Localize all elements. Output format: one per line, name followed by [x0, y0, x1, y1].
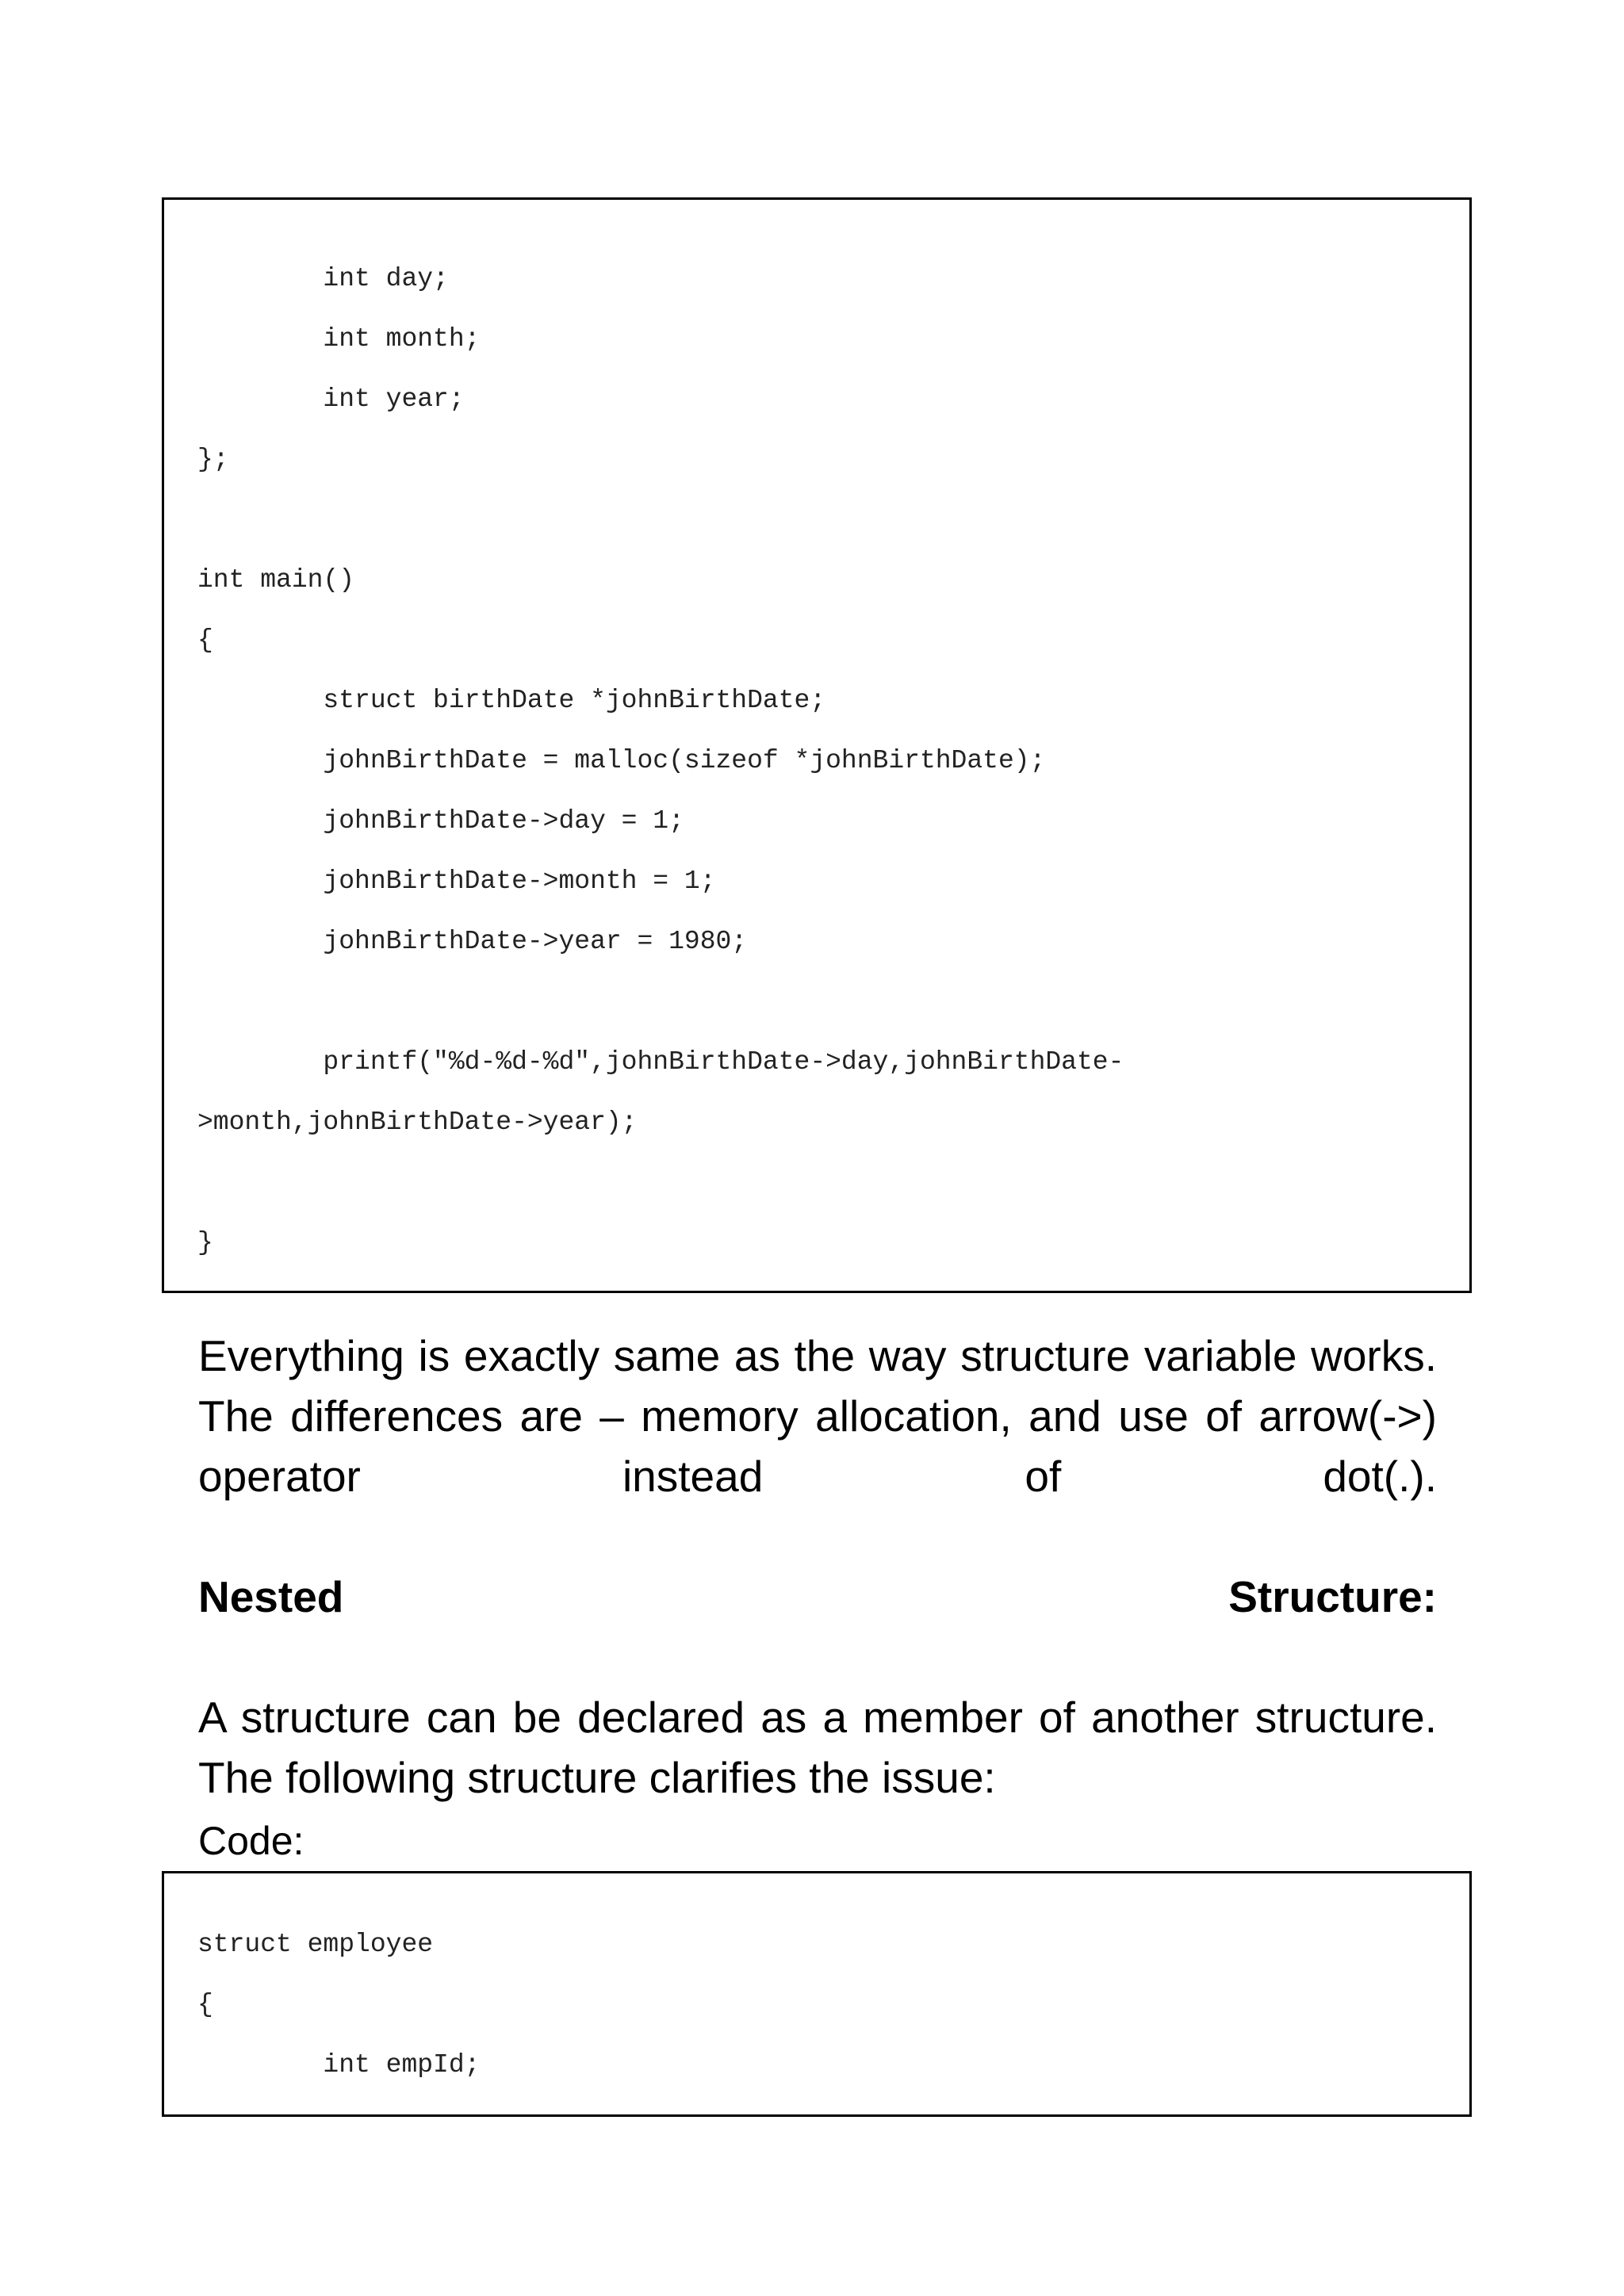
code-line: johnBirthDate->year = 1980;	[197, 927, 748, 956]
code-line: int empId;	[197, 2050, 481, 2080]
paragraph-word: operator	[198, 1452, 361, 1501]
paragraph-line: The differences are – memory allocation, and use of arrow(->)	[198, 1391, 1437, 1441]
code-block-employee	[162, 1871, 1472, 2117]
code-line: }	[197, 1228, 213, 1257]
code-line: int main()	[197, 565, 355, 595]
paragraph-arrow-operator	[198, 1326, 1437, 1506]
paragraph-line: The following structure clarifies the issue:	[198, 1753, 996, 1802]
paragraph-line: A structure can be declared as a member of another structure.	[198, 1693, 1437, 1742]
code-line: struct birthDate *johnBirthDate;	[197, 686, 826, 715]
code-line: int year;	[197, 385, 465, 414]
heading-word: Structure:	[1228, 1572, 1437, 1621]
code-line: {	[197, 626, 213, 655]
paragraph-word: instead	[622, 1452, 764, 1501]
paragraph-line-justified	[198, 1446, 1437, 1506]
code-line: johnBirthDate->day = 1;	[197, 806, 684, 836]
code-line: printf("%d-%d-%d",johnBirthDate->day,johnBirthDate-	[197, 1047, 1124, 1077]
paragraph-line: Everything is exactly same as the way structure variable works.	[198, 1331, 1437, 1380]
code-line: johnBirthDate = malloc(sizeof *johnBirthDate);	[197, 746, 1046, 775]
code-line	[197, 1153, 1469, 1213]
code-line: johnBirthDate->month = 1;	[197, 867, 716, 896]
code-label-text: Code:	[198, 1819, 304, 1863]
code-line: struct employee	[197, 1930, 434, 1959]
code-line: int day;	[197, 264, 449, 293]
code-label	[198, 1811, 1437, 1871]
code-line	[197, 972, 1469, 1032]
code-line: int month;	[197, 324, 481, 354]
code-line: };	[197, 445, 229, 474]
heading-line	[198, 1567, 1437, 1627]
section-heading	[198, 1567, 1437, 1627]
heading-word: Nested	[198, 1572, 344, 1621]
paragraph-nested-structure	[198, 1687, 1437, 1808]
paragraph-word: dot(.).	[1323, 1452, 1437, 1501]
code-line: {	[197, 1990, 213, 2019]
code-line: >month,johnBirthDate->year);	[197, 1108, 638, 1137]
code-block-birthdate	[162, 197, 1472, 1293]
paragraph-word: of	[1025, 1452, 1062, 1501]
code-line	[197, 490, 1469, 550]
